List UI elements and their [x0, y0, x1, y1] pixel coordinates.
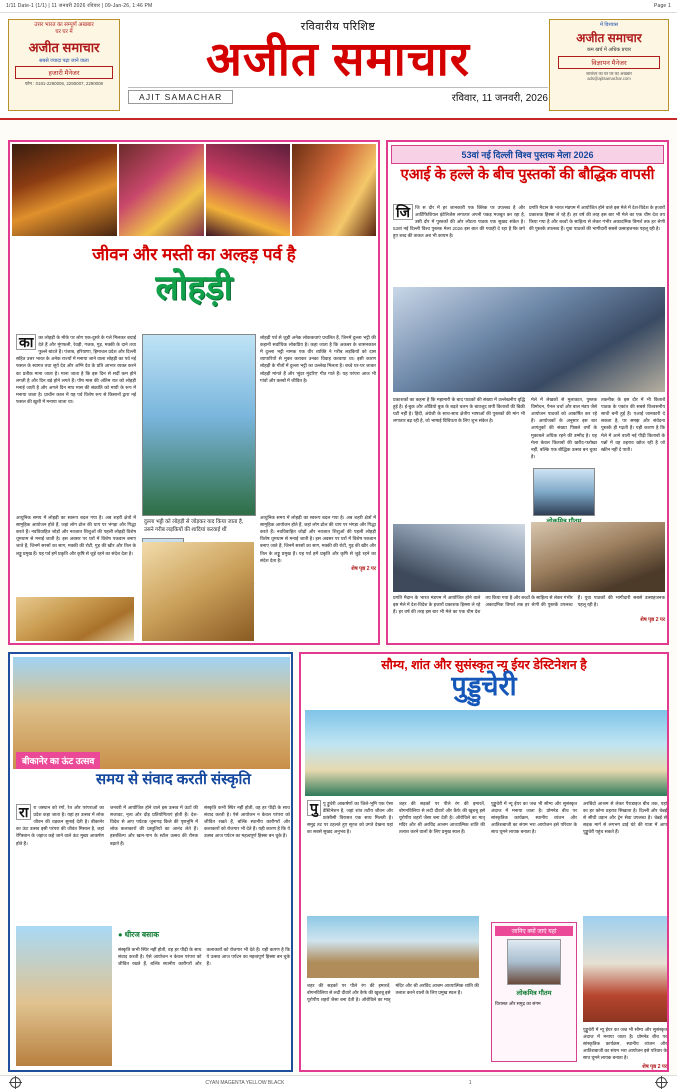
newspaper-title: अजीत समाचार — [205, 32, 471, 85]
left-ad-line1: उत्तर भारत का सम्पूर्ण अखबार — [34, 22, 94, 28]
lohri-text-col4: आधुनिक समय में लोहड़ी का स्वरूप बदल गया है। अब शहरी क्षेत्रों में सामूहिक आयोजन होते हैं, जहां लोग ढोल की थाप पर भंगड़ा और गिद्धा करते हैं। नवविवाहित जोड़ों और नवजात शिशुओं की पहली लोहड़ी विशेष धूमधाम से मनाई जाती है। इस अवसर पर घरों में विशेष पकवान बनाए जाते हैं, जिनमें सरसों का साग, मक्की की रोटी, गुड़ की खीर और तिल के लड्डू प्रमुख हैं। यह पर्व हमें प्रकृति और कृषि से जुड़े रहने का संदेश देता है। — [260, 515, 376, 563]
book-fair-text-col3: मेले में लेखकों से मुलाकात, पुस्तक विमोचन, पैनल चर्चा और बाल मंडप जैसे आयोजन पाठकों को आकर्षित कर रहे हैं। आयोजकों के अनुसार इस बार आगंतुकों की संख्या पिछले वर्षों के मुकाबले अधिक रहने की उम्मीद है। यह मेला केवल किताबों की खरीद-फरोख्त नहीं, बल्कि एक बौद्धिक उत्सव बन चुका है। — [531, 397, 597, 459]
print-info-right: Page 1 — [653, 3, 671, 9]
masthead — [0, 13, 677, 120]
travel-article — [299, 652, 669, 1072]
lohri-women-photo — [206, 144, 290, 236]
masthead-left-ad — [8, 19, 120, 111]
book-fair-topic-label: 53वां नई दिल्ली विश्व पुस्तक मेला 2026 — [391, 145, 664, 164]
masthead-center — [128, 17, 548, 104]
culture-text-col4: संस्कृति कभी स्थिर नहीं होती, वह हर पीढ़ी के साथ संवाद करती है। ऐसे आयोजन न केवल परंपरा को जीवित रखते हैं, बल्कि स्थानीय कारीगरों और कलाकारों को रोजगार भी देते हैं। यही कारण है कि ये उत्सव आज पर्यटन का महत्वपूर्ण हिस्सा बन चुके हैं। — [118, 947, 290, 967]
right-ad-line1: में विश्वास — [599, 22, 619, 28]
book-fair-text-col1: प्रगति मैदान के भारत मंडपम में आयोजित होने वाले इस मेले में देश-विदेश के हजारों प्रकाशक हिस्सा ले रहे हैं। हर वर्ष की तरह इस बार भी मेले का एक थीम देश तय किया गया है और बच्चों के साहित्य से लेकर गंभीर अकादमिक विमर्श तक हर श्रेणी की पुस्तकें उपलब्ध हैं। युवा पाठकों की भागीदारी सबसे उत्साहजनक पहलू रही है। — [529, 205, 665, 232]
travel-author-box — [491, 922, 577, 1062]
book-browsing-photo — [393, 524, 525, 592]
travel-headline-big: पुड्डुचेरी — [451, 671, 517, 702]
masthead-right-ad — [549, 19, 669, 111]
travel-author-name: लोकमित्र गौतम — [516, 990, 552, 997]
author-portrait-photo — [507, 939, 561, 985]
right-ad-contact: जालंधर का घर घर का अखबार — [586, 70, 632, 76]
puducherry-church-photo — [583, 916, 667, 1022]
travel-author-note: विरासत और समुद्र का संगम — [495, 1001, 541, 1006]
culture-headline: समय से संवाद करती संस्कृति — [96, 771, 251, 788]
lohri-contd: शेष पृष्ठ 2 पर — [351, 565, 376, 572]
travel-text-col1: पु पु ड्डुचेरी आकर्षणों का जिले-भूमि एक ऐसा डेस्टिनेशन है, जहां शांत तटीय जीवन और फ्रांसीसी विरासत एक साथ मिलती है। समुद्र तट पर टहलते हुए सूरज को उगते देखना यहां का सबसे सुखद अनुभव है। — [307, 800, 393, 835]
culture-text-col1: रा रा जस्थान को रंगों, रेत और परंपराओं का प्रदेश कहा जाता है। यहां हर उत्सव में लोक जीवन की धड़कन सुनाई देती है। बीकानेर का ऊंट उत्सव इसी परंपरा की जीवंत मिसाल है, जहां रेगिस्तान के जहाज कहे जाने वाले ऊंट मुख्य आकर्षण होते हैं। — [16, 804, 104, 846]
puducherry-boat-photo — [307, 916, 479, 978]
travel-contd: शेष पृष्ठ 2 पर — [642, 1063, 667, 1070]
lohri-celebration-photo — [292, 144, 376, 236]
lohri-article — [8, 140, 380, 645]
dulla-bhatti-caption: दुल्ला भट्टी को लोहड़ी से जोड़कर याद किया जाता है, उसने गरीब लड़कियों की शादियां करवाई थीं — [142, 516, 254, 534]
travel-text-col4: अरबिंदो आश्रम से लेकर पैराडाइज बीच तक, यहां का हर कोना ठहराव सिखाता है। दिल्ली और चेन्नई से सीधी उड़ान और ट्रेन सेवा उपलब्ध है। चेन्नई से सड़क मार्ग से लगभग ढाई घंटे की यात्रा में आप पुड्डुचेरी पहुंच सकते हैं। — [583, 801, 667, 835]
print-info-strip — [0, 0, 677, 13]
lohri-text-col2: लोहड़ी पर्व से जुड़ी अनेक लोककथाएं प्रचलित हैं, जिनमें दुल्ला भट्टी की कहानी सर्वाधिक लोकप्रिय है। कहा जाता है कि अकबर के शासनकाल में दुल्ला भट्टी नामक एक वीर व्यक्ति ने गरीब लड़कियों को दास व्यापारियों से मुक्त कराकर उनका विवाह करवाया था। इसी कारण लोहड़ी के गीतों में दुल्ला भट्टी का उल्लेख मिलता है। बच्चे घर-घर जाकर लोहड़ी मांगते हैं और 'सुंदर मुंदरिए' गीत गाते हैं। यह परंपरा आज भी गांवों और कस्बों में जीवित है। — [260, 335, 376, 383]
gajak-sweets-photo — [142, 542, 254, 641]
lohri-headline: जीवन और मस्ती का अल्हड़ पर्व है — [92, 245, 296, 264]
travel-text-col2: शहर की सड़कों पर पीले रंग की इमारतें, बोगनविलिया से लदी दीवारें और कैफे की खुशबू इसे यूरोपीय शहरों जैसा बना देती है। ऑरोविले का मातृ मंदिर और श्री अरविंद आश्रम आध्यात्मिक शांति की तलाश करने वालों के लिए प्रमुख स्थल हैं। — [399, 801, 485, 835]
book-fair-text-col4: तकनीक के इस दौर में भी किताबें पाठक के एकांत की सबसे विश्वसनीय साथी बनी हुई हैं। एआई जानकारी दे सकता है, पर समझ और संवेदना पुस्तकें ही गढ़ती हैं। यही कारण है कि मेले में आने वाली नई पीढ़ी किताबों के पन्नों में वह ठहराव खोज रही है जो स्क्रीन नहीं दे पाती। — [601, 397, 665, 452]
peanuts-photo — [16, 597, 134, 641]
culture-byline: ● धीरज बसाक — [118, 930, 159, 939]
culture-text-col2: जनवरी में आयोजित होने वाले इस उत्सव में ऊंटों की सजावट, नृत्य और दौड़ प्रतियोगिताएं होती हैं। देश-विदेश से आए पर्यटक जूनागढ़ किले की पृष्ठभूमि में लोक कलाकारों की प्रस्तुतियों का आनंद लेते हैं। हस्तशिल्प और खान-पान के स्टॉल उत्सव की रौनक बढ़ाते हैं। — [110, 805, 198, 846]
right-ad-title: अजीत समाचार — [576, 31, 642, 45]
supplement-label: रविवारीय परिशिष्ट — [300, 21, 376, 33]
culture-article — [8, 652, 293, 1072]
left-ad-line3: सबसे ज्यादा पढ़ा जाने वाला — [39, 57, 89, 64]
color-bar-label: CYAN MAGENTA YELLOW BLACK — [205, 1079, 285, 1086]
left-ad-box: हजारी मैनेजर — [15, 66, 113, 79]
book-fair-article — [386, 140, 669, 645]
travel-text-col6: पुड्डुचेरी में न्यू ईयर का जश्न भी सौम्य और सुसंस्कृत अंदाज में मनाया जाता है। प्रोमनेड बीच पर सांस्कृतिक कार्यक्रम, स्थानीय व्यंजन और आतिशबाजी का संयम भरा आयोजन इसे परिवार के साथ घूमने लायक बनाता है। — [583, 1027, 667, 1061]
book-fair-headline: एआई के हल्ले के बीच पुस्तकों की बौद्धिक वापसी — [400, 167, 655, 183]
lohri-bonfire-photo — [12, 144, 117, 236]
book-fair-text-col5: प्रगति मैदान के भारत मंडपम में आयोजित होने वाले इस मेले में देश-विदेश के हजारों प्रकाशक हिस्सा ले रहे हैं। हर वर्ष की तरह इस बार भी मेले का एक थीम देश तय किया गया है और बच्चों के साहित्य से लेकर गंभीर अकादमिक विमर्श तक हर श्रेणी की पुस्तकें उपलब्ध हैं। युवा पाठकों की भागीदारी सबसे उत्साहजनक पहलू रही है। — [393, 595, 665, 615]
culture-ribbon: बीकानेर का ऊंट उत्सव — [16, 752, 100, 769]
right-ad-line3: कम खर्च में अधिक प्रचार — [586, 47, 632, 53]
culture-dropcap: रा — [16, 804, 31, 820]
book-fair-text-col2: प्रकाशकों का कहना है कि महामारी के बाद पाठकों की संख्या में उल्लेखनीय वृद्धि हुई है। ई-बुक और ऑडियो बुक के बढ़ते चलन के बावजूद छपी किताबों की बिक्री घटी नहीं है। हिंदी, अंग्रेजी के साथ-साथ क्षेत्रीय भाषाओं की पुस्तकों की मांग भी लगातार बढ़ रही है, जो भाषाई विविधता के लिए शुभ संकेत है। — [393, 397, 525, 424]
book-stack-photo — [531, 522, 665, 592]
page-number: 1 — [468, 1079, 472, 1086]
travel-author-box-title: जानिए क्यों जाएं यहां — [495, 926, 573, 936]
left-ad-line2: घर घर में — [55, 28, 73, 35]
print-info-left: 1/11 Date-1 (1/1) | 11 जनवरी 2026 रविवार | 09-Jan-26, 1:46 PM — [6, 3, 153, 9]
lohri-text-col1: का का लोहड़ी के मौके पर लोग एक-दूसरे के गले मिलकर बधाई देते हैं और मूंगफली, रेवड़ी, गजक, गुड़, मक्की के दाने तथा फुल्ले बांटते हैं। पंजाब, हरियाणा, हिमाचल प्रदेश और दिल्ली सहित उत्तर भारत के अनेक राज्यों में मनाया जाने वाला लोहड़ी का पर्व नई फसल के स्वागत तथा सूर्य देव और अग्नि देव के प्रति आभार व्यक्त करने का प्रतीक माना जाता है। माना जाता है कि इस दिन से सर्दी कम होने लगती है और दिन बड़े होने लगते हैं। पौष मास की अंतिम रात को लोहड़ी मनाई जाती है और अगले दिन माघ मास की संक्रांति को माघी के रूप में मनाया जाता है। प्राचीन काल में यह पर्व विशेष रूप से किसानों द्वारा नई फसल की खुशी में मनाया जाता था। — [16, 334, 136, 404]
left-ad-title: अजीत समाचार — [28, 39, 100, 55]
travel-headline: सौम्य, शांत और सुसंस्कृत न्यू ईयर डेस्टिनेशन है — [381, 658, 587, 672]
newspaper-title-english: AJIT SAMACHAR — [128, 90, 233, 104]
book-fair-stall-photo — [393, 287, 665, 392]
travel-text-col3: पुड्डुचेरी में न्यू ईयर का जश्न भी सौम्य और सुसंस्कृत अंदाज में मनाया जाता है। प्रोमनेड बीच पर सांस्कृतिक कार्यक्रम, स्थानीय व्यंजन और आतिशबाजी का संयम भरा आयोजन इसे परिवार के साथ घूमने लायक बनाता है। — [491, 801, 577, 835]
lohri-dance-photo — [119, 144, 203, 236]
travel-text-col5: शहर की सड़कों पर पीले रंग की इमारतें, बोगनविलिया से लदी दीवारें और कैफे की खुशबू इसे यूरोपीय शहरों जैसा बना देती है। ऑरोविले का मातृ मंदिर और श्री अरविंद आश्रम आध्यात्मिक शांति की तलाश करने वालों के लिए प्रमुख स्थल हैं। — [307, 983, 479, 1003]
right-ad-box: विज्ञापन मैनेजर — [558, 56, 660, 69]
book-fair-intro: जि जि स दौर में हर जानकारी एक क्लिक पर उपलब्ध है और आर्टिफिशियल इंटेलिजेंस लगातार अपनी पकड़ मजबूत कर रहा है, उसी दौर में पुस्तकों की ओर लौटता पाठक एक सुखद संकेत है। 53वां नई दिल्ली विश्व पुस्तक मेला 2026 इस बात की गवाही दे रहा है कि छपे हुए शब्द की ताकत अब भी कायम है। — [393, 204, 525, 239]
masthead-band — [128, 87, 548, 104]
travel-dropcap: पु — [307, 800, 321, 816]
author-photo-lokmitra — [533, 468, 595, 516]
puducherry-beach-photo — [305, 710, 667, 796]
registration-mark-left — [10, 1077, 21, 1088]
registration-mark-right — [656, 1077, 667, 1088]
culture-text-col3: संस्कृति कभी स्थिर नहीं होती, वह हर पीढ़ी के साथ संवाद करती है। ऐसे आयोजन न केवल परंपरा को जीवित रखते हैं, बल्कि स्थानीय कारीगरों और कलाकारों को रोजगार भी देते हैं। यही कारण है कि ये उत्सव आज पर्यटन का महत्वपूर्ण हिस्सा बन चुके हैं। — [204, 805, 290, 839]
left-ad-contact: फोन : 0181-2290006, 2290007, 2290008 — [24, 81, 103, 86]
decorated-camel-photo — [16, 926, 112, 1066]
lohri-text-col3: आधुनिक समय में लोहड़ी का स्वरूप बदल गया है। अब शहरी क्षेत्रों में सामूहिक आयोजन होते हैं, जहां लोग ढोल की थाप पर भंगड़ा और गिद्धा करते हैं। नवविवाहित जोड़ों और नवजात शिशुओं की पहली लोहड़ी विशेष धूमधाम से मनाई जाती है। इस अवसर पर घरों में विशेष पकवान बनाए जाते हैं, जिनमें सरसों का साग, मक्की की रोटी, गुड़ की खीर और तिल के लड्डू प्रमुख हैं। यह पर्व हमें प्रकृति और कृषि से जुड़े रहने का संदेश देता है। — [16, 515, 136, 556]
print-color-strip — [0, 1075, 677, 1089]
book-fair-contd: शेष पृष्ठ 2 पर — [640, 617, 665, 624]
bookfair-dropcap: जि — [393, 204, 413, 220]
issue-date: रविवार, 11 जनवरी, 2026 — [451, 92, 548, 104]
dulla-bhatti-portrait-photo — [142, 334, 256, 516]
lohri-dropcap: का — [16, 334, 36, 350]
lohri-headline-big: लोहड़ी — [155, 269, 233, 307]
right-ad-email: ads@ajitsamachar.com — [587, 75, 631, 81]
